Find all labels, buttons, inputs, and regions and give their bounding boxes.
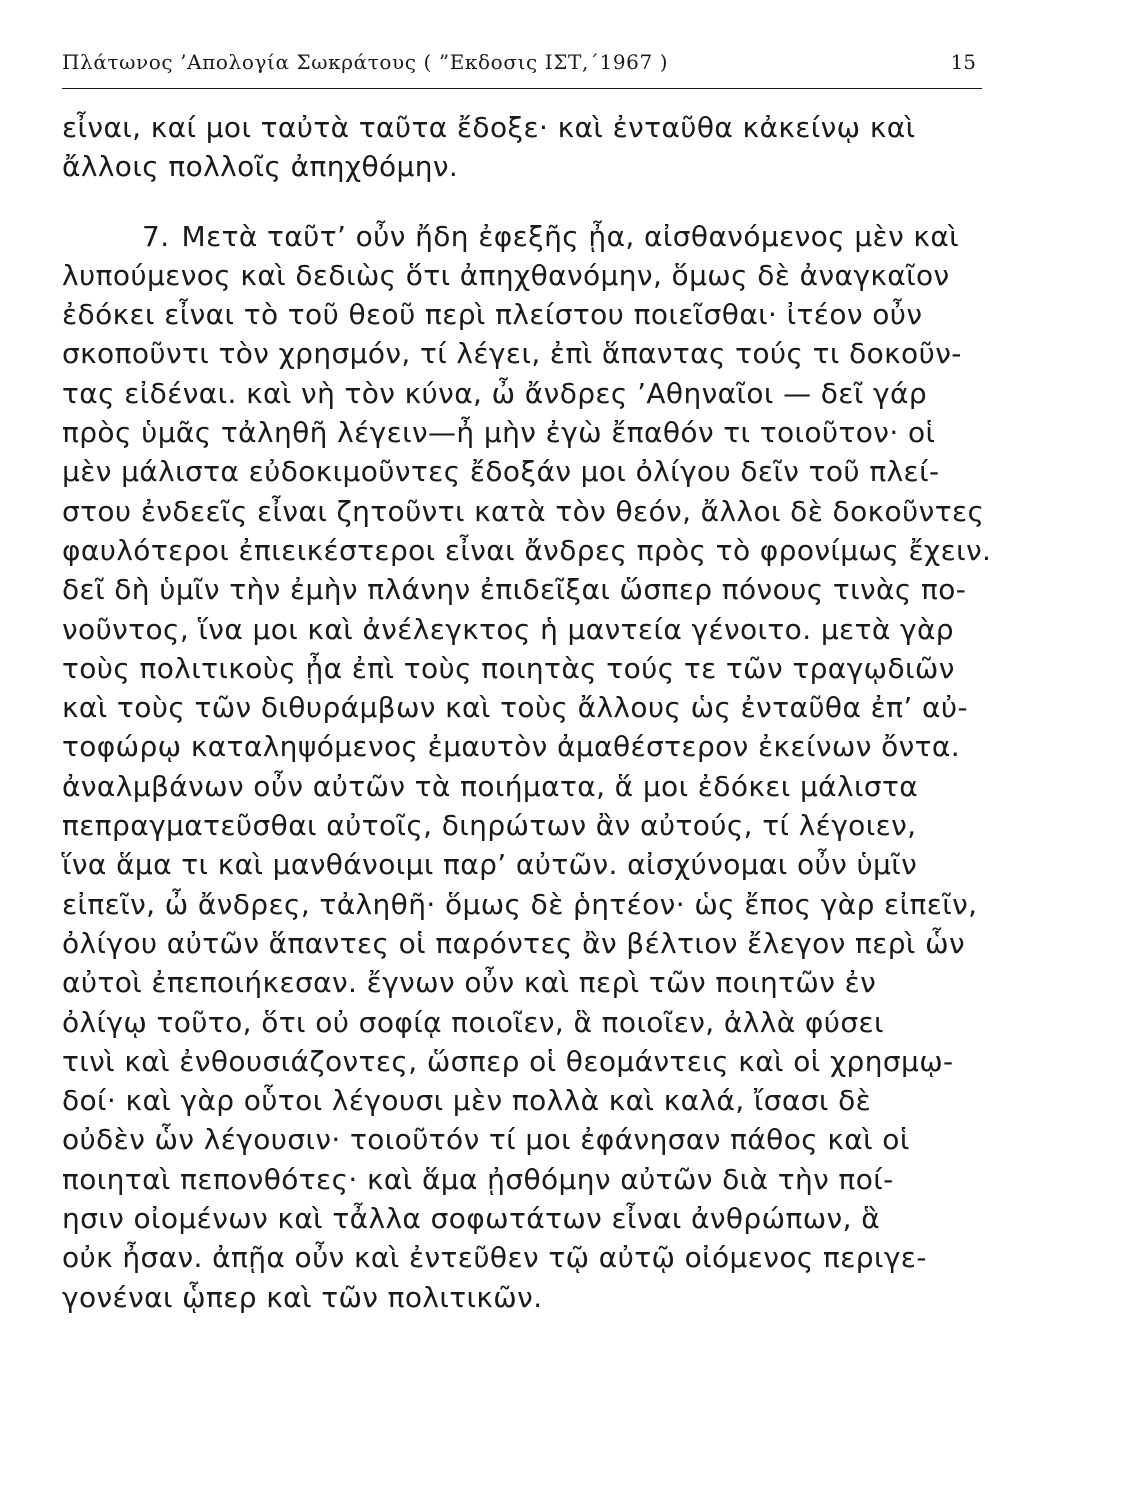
section-number: 7. bbox=[142, 219, 170, 253]
text-line: τοὺς πολιτικοὺς ᾖα ἐπὶ τοὺς ποιητὰς τούς τε τῶν τραγῳδιῶν bbox=[62, 651, 955, 685]
text-line: τοφώρῳ καταληψόμενος ἐμαυτὸν ἀμαθέστερον ἐκείνων ὄντα. bbox=[62, 730, 961, 764]
text-line: δεῖ δὴ ὑμῖν τὴν ἐμὴν πλάνην ἐπιδεῖξαι ὥσπερ πόνους τινὰς πο- bbox=[62, 573, 967, 607]
page-number: 15 bbox=[950, 50, 976, 74]
text-line: αὐτοὶ ἐπεποιήκεσαν. ἔγνων οὖν καὶ περὶ τῶν ποιητῶν ἐν bbox=[62, 966, 877, 1000]
text-line: καὶ τοὺς τῶν διθυράμβων καὶ τοὺς ἄλλους ὡς ἐνταῦθα ἐπ’ αὐ- bbox=[62, 691, 968, 725]
text-line: πεπραγματεῦσθαι αὐτοῖς, διηρώτων ἂν αὐτούς, τί λέγοιεν, bbox=[62, 809, 917, 843]
text-line: εἰπεῖν, ὦ ἄνδρες, τἀληθῆ· ὅμως δὲ ῥητέον· ὡς ἔπος γὰρ εἰπεῖν, bbox=[62, 887, 978, 921]
text-line: οὐκ ἦσαν. ἀπῇα οὖν καὶ ἐντεῦθεν τῷ αὐτῷ οἰόμενος περιγε- bbox=[62, 1241, 927, 1275]
running-header bbox=[62, 48, 982, 89]
text-line: οὐδὲν ὧν λέγουσιν· τοιοῦτόν τί μοι ἐφάνησαν πάθος καὶ οἱ bbox=[62, 1123, 910, 1157]
text-line bbox=[62, 217, 1007, 256]
text-line: μὲν μάλιστα εὐδοκιμοῦντες ἔδοξάν μοι ὀλίγου δεῖν τοῦ πλεί- bbox=[62, 455, 940, 489]
text-line: ἵνα ἅμα τι καὶ μανθάνοιμι παρ’ αὐτῶν. αἰσχύνομαι οὖν ὑμῖν bbox=[62, 848, 918, 882]
text-line: εἶναι, καί μοι ταὐτὰ ταῦτα ἔδοξε· καὶ ἐνταῦθα κἀκείνῳ καὶ bbox=[62, 111, 916, 144]
text-line: τινὶ καὶ ἐνθουσιάζοντες, ὥσπερ οἱ θεομάντεις καὶ οἱ χρησμῳ- bbox=[62, 1044, 954, 1078]
text-line: ποιηταὶ πεπονθότες· καὶ ἅμα ᾐσθόμην αὐτῶν διὰ τὴν ποί- bbox=[62, 1162, 894, 1196]
text-line: λυπούμενος καὶ δεδιὼς ὅτι ἀπηχθανόμην, ὅμως δὲ ἀναγκαῖον bbox=[62, 258, 950, 292]
text-line: γονέναι ᾧπερ καὶ τῶν πολιτικῶν. bbox=[62, 1280, 543, 1314]
text-line: στου ἐνδεεῖς εἶναι ζητοῦντι κατὰ τὸν θεόν, ἄλλοι δὲ δοκοῦντες bbox=[62, 494, 985, 528]
text-line: τας εἰδέναι. καὶ νὴ τὸν κύνα, ὦ ἄνδρες ’Αθηναῖοι — δεῖ γάρ bbox=[62, 376, 928, 410]
text-line: ἄλλοις πολλοῖς ἀπηχθόμην. bbox=[62, 150, 459, 184]
text-line: σκοποῦντι τὸν χρησμόν, τί λέγει, ἐπὶ ἅπαντας τούς τι δοκοῦν- bbox=[62, 337, 962, 371]
text-line: ὀλίγου αὐτῶν ἅπαντες οἱ παρόντες ἂν βέλτιον ἔλεγον περὶ ὧν bbox=[62, 926, 965, 960]
text-line: νοῦντος, ἵνα μοι καὶ ἀνέλεγκτος ἡ μαντεία γένοιτο. μετὰ γὰρ bbox=[62, 612, 954, 646]
body-text bbox=[62, 108, 1007, 1317]
text-line: πρὸς ὑμᾶς τἀληθῆ λέγειν—ἦ μὴν ἐγὼ ἔπαθόν τι τοιοῦτον· οἱ bbox=[62, 416, 936, 450]
text-line: δοί· καὶ γὰρ οὗτοι λέγουσι μὲν πολλὰ καὶ καλά, ἴσασι δὲ bbox=[62, 1084, 872, 1118]
paragraph-gap bbox=[62, 187, 1007, 217]
text-line: ἐδόκει εἶναι τὸ τοῦ θεοῦ περὶ πλείστου ποιεῖσθαι· ἰτέον οὖν bbox=[62, 298, 923, 332]
text-line: ησιν οἰομένων καὶ τἆλλα σοφωτάτων εἶναι ἀνθρώπων, ἃ bbox=[62, 1202, 881, 1236]
text-line: ὀλίγῳ τοῦτο, ὅτι οὐ σοφίᾳ ποιοῖεν, ἃ ποιοῖεν, ἀλλὰ φύσει bbox=[62, 1005, 884, 1039]
text-line: ἀναλμβάνων οὖν αὐτῶν τὰ ποιήματα, ἅ μοι ἐδόκει μάλιστα bbox=[62, 769, 919, 803]
running-title: Πλάτωνος ’Απολογία Σωκράτους ( ”Εκδοσις ΙΣΤ,΄1967 ) bbox=[62, 50, 669, 74]
text-line: φαυλότεροι ἐπιεικέστεροι εἶναι ἄνδρες πρὸς τὸ φρονίμως ἔχειν. bbox=[62, 533, 992, 567]
section-first-line: Μετὰ ταῦτ’ οὖν ἤδη ἐφεξῆς ᾖα, αἰσθανόμενος μὲν καὶ bbox=[181, 219, 960, 253]
